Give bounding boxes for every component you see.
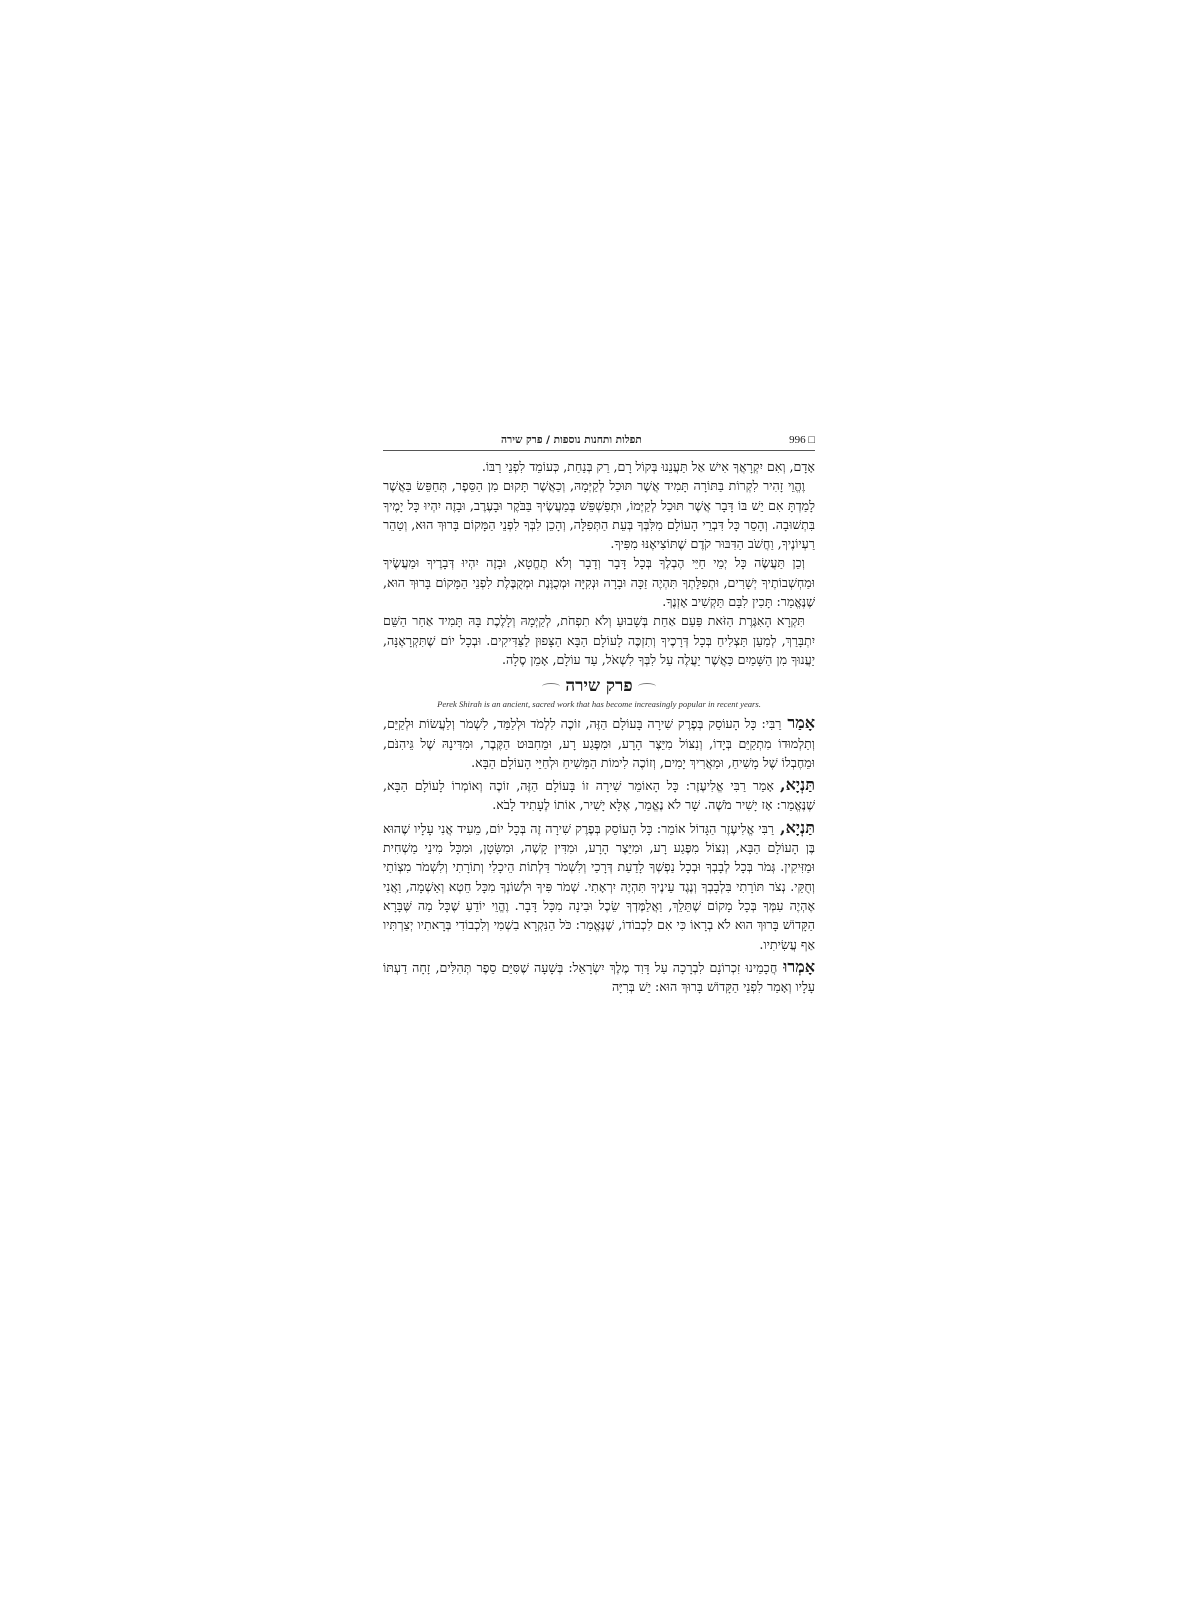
section-head-word: תַּנְיָא, — [780, 817, 815, 837]
book-page — [383, 432, 815, 1192]
section-head-word: תַּנְיָא, — [780, 775, 815, 795]
section-paragraph — [383, 818, 815, 954]
section-text: חֲכָמֵינוּ זִכְרוֹנָם לִבְרָכָה עַל דָּוִד מֶלֶךְ יִשְׂרָאֵל: בְּשָׁעָה שֶׁסִּיֵּם סֵפֶר תְּהִלִּים, זָחָה דַעְתּוֹ עָלָיו וְאָמַר לִפְנֵי הַקָּדוֹשׁ בָּרוּךְ הוּא: יֵשׁ בְּרִיָּה — [383, 959, 815, 995]
intro-note-text: is an ancient, sacred work that has become increasingly popular in recent years. — [481, 699, 761, 710]
section-paragraph — [383, 713, 815, 772]
section-head-word: אָמְרוּ — [783, 956, 815, 976]
section-head-word: אָמַר — [787, 713, 815, 733]
section-heading — [383, 675, 815, 697]
intro-note-title: Perek Shirah — [437, 699, 482, 710]
paragraph: אָדָם, וְאִם יִקְרָאֲךָ אִישׁ אַל תַּעֲנֵנוּ בְּקוֹל רָם, רַק בְּנַחַת, כְּעוֹמֵד לִפְנֵי רַבּוֹ. — [481, 459, 815, 474]
running-header — [383, 432, 815, 451]
section-text: אָמַר רַבִּי אֱלִיעֶזֶר: כָּל הָאוֹמֵר שִׁירָה זוֹ בָּעוֹלָם הַזֶּה, זוֹכֶה וְאוֹמְרוֹ לָעוֹלָם הַבָּא, שֶׁנֶּאֱמַר: אָז יָשִׁיר מֹשֶׁה. שָׁר לֹא נֶאֱמַר, אֶלָּא יָשִׁיר, אוֹתוֹ לֶעָתִיד לָבֹא. — [383, 778, 815, 813]
section-title-text: פרק שירה — [565, 676, 633, 697]
section-text: רַבִּי אֱלִיעֶזֶר הַגָּדוֹל אוֹמֵר: כָּל הָעוֹסֵק בְּפֶרֶק שִׁירָה זֶה בְּכָל יוֹם, מֵעִיד אֲנִי עָלָיו שֶׁהוּא בֶּן הָעוֹלָם הַבָּא, וְנִצּוֹל מִפֶּגַע רָע, וּמִיֵּצֶר הָרָע, וּמִדִּין קָשֶׁה, וּמִשָּׂטָן, וּמִכָּל מִינֵי מַשְׁחִית וּמַזִּיקִין. גְּמֹר בְּכָל לְבָבְךָ וּבְכָל נַפְשְׁךָ לָדַעַת דְּרָכַי וְלִשְׁמֹר דַּלְתוֹת הֵיכָלִי וְתוֹרָתִי וְלִשְׁמֹר מִצְוֹתַי וְחֻקַּי. נְצֹר תּוֹרָתִי בִּלְבָבְךָ וְנֶגֶד עֵינֶיךָ תִּהְיֶה יִרְאָתִי. שְׁמֹר פִּיךָ וּלְשׁוֹנְךָ מִכָּל חֵטְא וְאַשְׁמָה, וַאֲנִי אֶהְיֶה עִמְּךָ בְּכָל מָקוֹם שֶׁתֵּלֵךְ, וַאֲלַמֶּדְךָ שֵׂכֶל וּבִינָה מִכָּל דָּבָר. וֶהֱוֵי יוֹדֵעַ שֶׁכָּל מַה שֶּׁבָּרָא הַקָּדוֹשׁ בָּרוּךְ הוּא לֹא בְרָאוֹ כִּי אִם לִכְבוֹדוֹ, שֶׁנֶּאֱמַר: כֹּל הַנִּקְרָא בִשְׁמִי וְלִכְבוֹדִי בְּרָאתִיו יְצַרְתִּיו אַף עֲשִׂיתִיו. — [383, 820, 815, 952]
paragraph: וֶהֱוֵי זָהִיר לִקְרוֹת בַּתּוֹרָה תָּמִיד אֲשֶׁר תּוּכַל לְקַיְּמָהּ, וְכַאֲשֶׁר תָּקוּם מִן הַסֵּפֶר, תְּחַפֵּשׂ בַּאֲשֶׁר לָמַדְתָּ אִם יֵשׁ בּוֹ דָּבָר אֲשֶׁר תּוּכַל לְקַיְּמוֹ, וּתְפַשְׁפֵּשׁ בְּמַעֲשֶׂיךָ בַּבֹּקֶר וּבָעֶרֶב, וּבָזֶה יִהְיוּ כָּל יָמֶיךָ בִּתְשׁוּבָה. וְהָסֵר כָּל דִּבְרֵי הָעוֹלָם מִלִּבְּךָ בְּעֵת הַתְּפִלָּה, וְהָכֵן לִבְּךָ לִפְנֵי הַמָּקוֹם בָּרוּךְ הוּא, וְטַהֵר רַעְיוֹנֶיךָ, וַחֲשֹׁב הַדִּבּוּר קֹדֶם שֶׁתּוֹצִיאֶנּוּ מִפִּיךָ. — [383, 478, 815, 552]
paragraph: תִּקְרָא הָאִגֶּרֶת הַזֹּאת פַּעַם אַחַת בְּשָׁבוּעַ וְלֹא תִפְחֹת, לְקַיְּמָהּ וְלָלֶכֶת בָּהּ תָּמִיד אַחַר הַשֵּׁם יִתְבָּרַךְ, לְמַעַן תַּצְלִיחַ בְּכָל דְּרָכֶיךָ וְתִזְכֶּה לָעוֹלָם הַבָּא הַצָּפוּן לַצַּדִּיקִים. וּבְכָל יוֹם שֶׁתִּקְרָאֶנָּה, יַעֲנוּךָ מִן הַשָּׁמַיִם כַּאֲשֶׁר יַעֲלֶה עַל לִבְּךָ לִשְׁאֹל, עַד עוֹלָם, אָמֵן סֶלָה. — [383, 613, 815, 667]
page-number: 996 □ — [789, 434, 815, 446]
ornament-icon — [638, 683, 656, 690]
body-text — [383, 457, 815, 669]
ornament-icon — [542, 683, 560, 690]
section-paragraph — [383, 775, 815, 815]
section-paragraph — [383, 957, 815, 997]
paragraph: וְכֵן תַּעֲשֶׂה כָּל יְמֵי חַיֵּי הֶבְלֶךָ בְּכָל דָּבָר וְדָבָר וְלֹא תֶחֱטָא, וּבָזֶה יִהְיוּ דְּבָרֶיךָ וּמַעֲשֶׂיךָ וּמַחְשְׁבוֹתֶיךָ יְשָׁרִים, וּתְפִלָּתְךָ תִּהְיֶה זַכָּה וּבָרָה וּנְקִיָּה וּמְכֻוֶּנֶת וּמְקֻבֶּלֶת לִפְנֵי הַמָּקוֹם בָּרוּךְ הוּא, שֶׁנֶּאֱמַר: תָּכִין לִבָּם תַּקְשִׁיב אָזְנֶךָ. — [383, 555, 815, 610]
perek-shirah-text — [383, 713, 815, 996]
section-text: רַבִּי: כָּל הָעוֹסֵק בְּפֶרֶק שִׁירָה בָּעוֹלָם הַזֶּה, זוֹכֶה לִלְמֹד וּלְלַמֵּד, לִשְׁמֹר וְלַעֲשׂוֹת וּלְקַיֵּם, וְתַלְמוּדוֹ מִתְקַיֵּם בְּיָדוֹ, וְנִצּוֹל מִיֵּצֶר הָרָע, וּמִפֶּגַע רָע, וּמֵחִבּוּט הַקֶּבֶר, וּמִדִּינָהּ שֶׁל גֵּיהִנֹּם, וּמֵחֶבְלוֹ שֶׁל מָשִׁיחַ, וּמַאֲרִיךְ יָמִים, וְזוֹכֶה לִימוֹת הַמָּשִׁיחַ וּלְחַיֵּי הָעוֹלָם הַבָּא. — [383, 716, 815, 770]
running-title: תפלות ותחנות נוספות / פרק שירה — [501, 434, 642, 446]
intro-note — [383, 698, 815, 710]
